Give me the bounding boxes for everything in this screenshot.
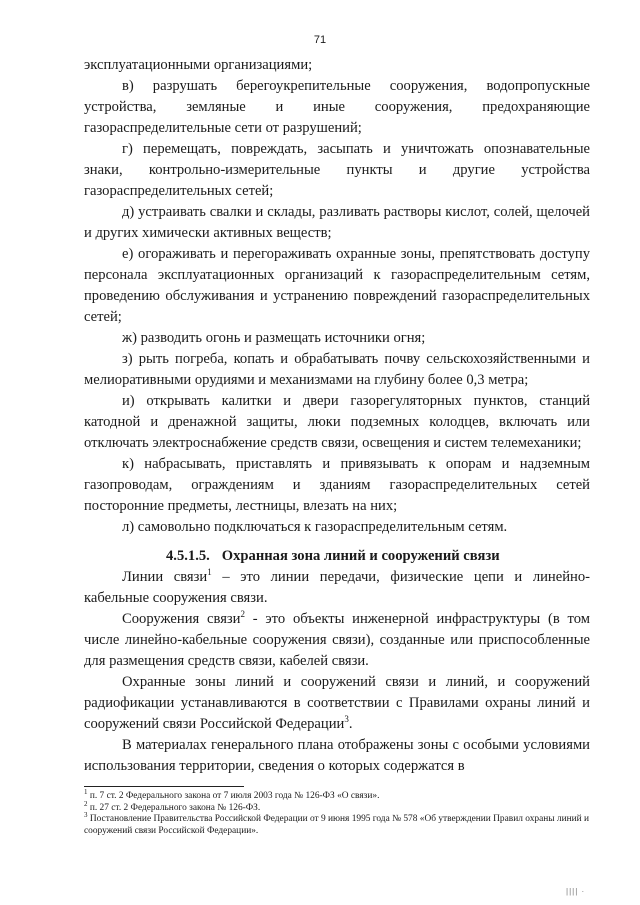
- footnote-1: $^1$ п. 7 ст. 2 Федерального закона от 7 июля 2003 года № 126-ФЗ «О связи».: [84, 787, 380, 801]
- list-item-z: з) рыть погреба, копать и обрабатывать почву сельскохозяйственными и мелиоративными орудиями и механизмами на глубину более 0,3 метра;: [84, 351, 590, 388]
- list-item-d: д) устраивать свалки и склады, разливать растворы кислот, солей, щелочей и других химически активных веществ;: [84, 204, 590, 241]
- paragraph-communication-structures: Сооружения связи$^2$ - это объекты инженерной инфраструктуры (в том числе линейно-кабельные сооружения связи), созданные или приспособленные для размещения средств связи, кабелей связи.: [84, 609, 590, 669]
- list-item-zh: ж) разводить огонь и размещать источники огня;: [122, 330, 426, 346]
- paragraph-general-plan: В материалах генерального плана отображены зоны с особыми условиями использования территории, сведения о которых содержатся в: [84, 737, 590, 774]
- list-item-e: е) огораживать и перегораживать охранные зоны, препятствовать доступу персонала эксплуатационных организаций к газораспределительным сетям, проведению обслуживания и устранению повреждений газораспределительных сетей;: [84, 246, 590, 325]
- list-item-k: к) набрасывать, приставлять и привязывать к опорам и надземным газопроводам, ограждениям и зданиям газораспределительных сетей посторонние предметы, лестницы, влезать на них;: [84, 456, 590, 514]
- paragraph-communication-lines: Линии связи$^1$ – это линии передачи, физические цепи и линейно-кабельные сооружения связи.: [84, 567, 590, 606]
- footnote-ref-3[interactable]: 3: [344, 714, 349, 725]
- list-item-g: г) перемещать, повреждать, засыпать и уничтожать опознавательные знаки, контрольно-измерительные пункты и другие устройства газораспределительных сетей;: [84, 141, 590, 199]
- section-title: Охранная зона линий и сооружений связи: [221, 548, 500, 564]
- section-heading: [84, 545, 590, 567]
- paragraph: эксплуатационными организациями;: [84, 57, 313, 73]
- footnotes: [84, 787, 590, 837]
- page-number: 71: [313, 34, 327, 46]
- list-item-i: и) открывать калитки и двери газорегуляторных пунктов, станций катодной и дренажной защиты, люки подземных колодцев, включать или отключать электроснабжение средств связи, освещения и систем телемеханики;: [84, 393, 590, 451]
- scan-mark: |||| ·: [566, 887, 586, 896]
- footnote-2: $^2$ п. 27 ст. 2 Федерального закона № 126-ФЗ.: [84, 799, 261, 813]
- section-number: 4.5.1.5.: [166, 548, 210, 564]
- footnote-ref-1[interactable]: 1: [207, 567, 212, 578]
- footnote-separator: [84, 786, 244, 787]
- footnote-ref-2[interactable]: 2: [240, 609, 245, 620]
- list-item-l: л) самовольно подключаться к газораспределительным сетям.: [122, 519, 508, 535]
- document-body: [84, 55, 590, 777]
- paragraph-protection-zones: Охранные зоны линий и сооружений связи и линий, и сооружений радиофикации устанавливаются в соответствии с Правилами охраны линий и сооружений связи Российской Федерации$^3$.: [84, 674, 590, 732]
- list-item-v: в) разрушать берегоукрепительные сооружения, водопропускные устройства, земляные и иные сооружения, предохраняющие газораспределительные сети от разрушений;: [84, 78, 590, 136]
- footnote-3: $^3$ Постановление Правительства Российской Федерации от 9 июня 1995 года № 578 «Об утверждении Правил охраны линий и сооружений связи Российской Федерации».: [84, 810, 590, 836]
